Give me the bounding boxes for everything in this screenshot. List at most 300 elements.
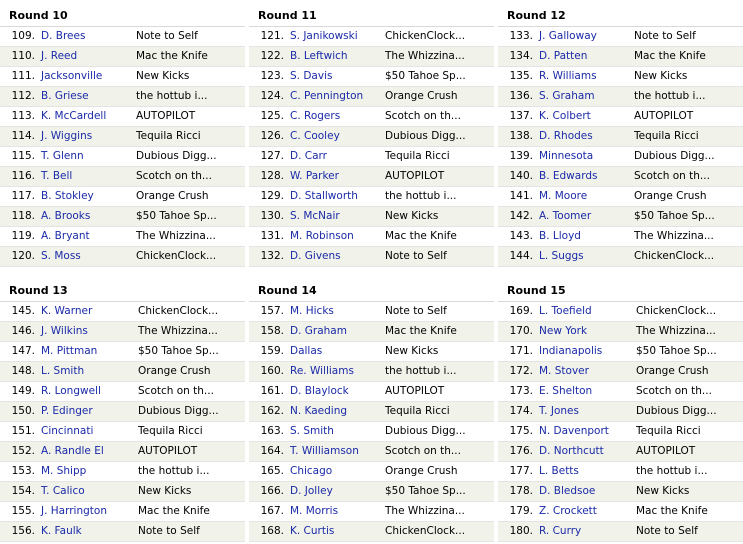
player-link[interactable]: D. Patten (539, 50, 588, 62)
pick-row (498, 147, 743, 167)
pick-row (0, 147, 245, 167)
player-link[interactable]: Cincinnati (41, 425, 94, 437)
fantasy-team-name: Dubious Digg... (385, 130, 466, 142)
pick-number: 139. (509, 150, 533, 162)
round-title: Round 13 (9, 284, 68, 297)
pick-number: 148. (11, 365, 35, 377)
pick-row (0, 27, 245, 47)
pick-number: 109. (11, 30, 35, 42)
fantasy-team-name: The Whizzina... (385, 505, 465, 517)
player-link[interactable]: K. Faulk (41, 525, 82, 537)
player-link[interactable]: K. Colbert (539, 110, 591, 122)
player-link[interactable]: L. Betts (539, 465, 579, 477)
pick-list (0, 26, 245, 267)
pick-number: 149. (11, 385, 35, 397)
fantasy-team-name: The Whizzina... (634, 230, 714, 242)
pick-row (0, 302, 245, 322)
pick-number: 117. (11, 190, 35, 202)
player-link[interactable]: S. Janikowski (290, 30, 358, 42)
player-link[interactable]: A. Brooks (41, 210, 91, 222)
fantasy-team-name: the hottub i... (385, 190, 457, 202)
pick-number: 128. (260, 170, 284, 182)
player-link[interactable]: S. Smith (290, 425, 334, 437)
fantasy-team-name: Tequila Ricci (634, 130, 699, 142)
player-link[interactable]: J. Reed (41, 50, 78, 62)
pick-number: 140. (509, 170, 533, 182)
pick-number: 158. (260, 325, 284, 337)
pick-row (0, 127, 245, 147)
pick-row (0, 227, 245, 247)
player-link[interactable]: M. Stover (539, 365, 589, 377)
player-link[interactable]: M. Moore (539, 190, 588, 202)
pick-row (0, 247, 245, 267)
pick-row (498, 107, 743, 127)
fantasy-team-name: AUTOPILOT (136, 110, 196, 122)
player-link[interactable]: L. Toefield (539, 305, 592, 317)
player-link[interactable]: D. Givens (290, 250, 341, 262)
player-link[interactable]: A. Randle El (41, 445, 104, 457)
fantasy-team-name: $50 Tahoe Sp... (138, 345, 219, 357)
pick-row (0, 167, 245, 187)
fantasy-team-name: Scotch on th... (136, 170, 212, 182)
pick-number: 124. (260, 90, 284, 102)
fantasy-team-name: Note to Self (385, 250, 447, 262)
fantasy-team-name: Orange Crush (136, 190, 209, 202)
pick-row (498, 482, 743, 502)
player-link[interactable]: Minnesota (539, 150, 594, 162)
player-link[interactable]: S. Moss (41, 250, 81, 262)
pick-number: 133. (509, 30, 533, 42)
pick-number: 152. (11, 445, 35, 457)
pick-row (249, 107, 494, 127)
pick-number: 129. (260, 190, 284, 202)
pick-number: 130. (260, 210, 284, 222)
pick-number: 122. (260, 50, 284, 62)
pick-row (0, 422, 245, 442)
fantasy-team-name: Dubious Digg... (634, 150, 715, 162)
fantasy-team-name: the hottub i... (385, 365, 457, 377)
pick-number: 151. (11, 425, 35, 437)
pick-number: 166. (260, 485, 284, 497)
pick-number: 175. (509, 425, 533, 437)
fantasy-team-name: the hottub i... (136, 90, 208, 102)
pick-number: 169. (509, 305, 533, 317)
pick-number: 137. (509, 110, 533, 122)
pick-row (498, 342, 743, 362)
pick-row (0, 402, 245, 422)
pick-number: 171. (509, 345, 533, 357)
player-link[interactable]: C. Pennington (290, 90, 364, 102)
pick-number: 146. (11, 325, 35, 337)
pick-number: 161. (260, 385, 284, 397)
fantasy-team-name: Orange Crush (636, 365, 709, 377)
fantasy-team-name: ChickenClock... (634, 250, 715, 262)
pick-row (0, 87, 245, 107)
round-block (498, 281, 743, 542)
fantasy-team-name: Mac the Knife (138, 505, 210, 517)
pick-number: 178. (509, 485, 533, 497)
pick-number: 155. (11, 505, 35, 517)
pick-list (249, 301, 494, 542)
pick-number: 114. (11, 130, 35, 142)
pick-row (249, 342, 494, 362)
pick-row (249, 442, 494, 462)
pick-row (498, 502, 743, 522)
pick-number: 157. (260, 305, 284, 317)
fantasy-team-name: Note to Self (636, 525, 698, 537)
pick-number: 138. (509, 130, 533, 142)
fantasy-team-name: Scotch on th... (385, 110, 461, 122)
pick-row (249, 482, 494, 502)
player-link[interactable]: W. Parker (290, 170, 339, 182)
pick-row (249, 382, 494, 402)
player-link[interactable]: D. Stallworth (290, 190, 358, 202)
fantasy-team-name: Orange Crush (385, 465, 458, 477)
player-link[interactable]: E. Shelton (539, 385, 593, 397)
pick-number: 153. (11, 465, 35, 477)
player-link[interactable]: Re. Williams (290, 365, 354, 377)
fantasy-team-name: The Whizzina... (636, 325, 716, 337)
player-link[interactable]: B. Leftwich (290, 50, 348, 62)
pick-row (498, 462, 743, 482)
fantasy-team-name: ChickenClock... (136, 250, 217, 262)
fantasy-team-name: The Whizzina... (385, 50, 465, 62)
player-link[interactable]: K. Curtis (290, 525, 335, 537)
player-link[interactable]: M. Shipp (41, 465, 87, 477)
pick-number: 168. (260, 525, 284, 537)
player-link[interactable]: J. Wiggins (41, 130, 93, 142)
fantasy-team-name: $50 Tahoe Sp... (385, 485, 466, 497)
pick-row (0, 342, 245, 362)
round-block (249, 6, 494, 267)
pick-row (498, 187, 743, 207)
pick-row (498, 382, 743, 402)
pick-number: 167. (260, 505, 284, 517)
pick-row (498, 27, 743, 47)
pick-list (498, 301, 743, 542)
player-link[interactable]: B. Edwards (539, 170, 598, 182)
round-block (0, 6, 245, 267)
fantasy-team-name: $50 Tahoe Sp... (136, 210, 217, 222)
player-link[interactable]: B. Stokley (41, 190, 94, 202)
fantasy-team-name: Tequila Ricci (385, 150, 450, 162)
pick-number: 127. (260, 150, 284, 162)
player-link[interactable]: Dallas (290, 345, 323, 357)
fantasy-team-name: Mac the Knife (385, 325, 457, 337)
fantasy-team-name: Tequila Ricci (136, 130, 201, 142)
pick-row (498, 87, 743, 107)
player-link[interactable]: T. Glenn (41, 150, 84, 162)
fantasy-team-name: the hottub i... (636, 465, 708, 477)
pick-number: 160. (260, 365, 284, 377)
player-link[interactable]: N. Davenport (539, 425, 609, 437)
player-link[interactable]: R. Curry (539, 525, 582, 537)
player-link[interactable]: C. Rogers (290, 110, 341, 122)
pick-row (249, 362, 494, 382)
fantasy-team-name: AUTOPILOT (385, 385, 445, 397)
round-block (498, 6, 743, 267)
fantasy-team-name: AUTOPILOT (138, 445, 198, 457)
pick-number: 170. (509, 325, 533, 337)
pick-row (249, 502, 494, 522)
player-link[interactable]: B. Griese (41, 90, 89, 102)
pick-number: 135. (509, 70, 533, 82)
player-link[interactable]: New York (539, 325, 588, 337)
round-title: Round 10 (9, 9, 68, 22)
pick-row (249, 227, 494, 247)
pick-row (249, 87, 494, 107)
fantasy-team-name: the hottub i... (634, 90, 706, 102)
pick-number: 132. (260, 250, 284, 262)
round-title: Round 11 (258, 9, 317, 22)
player-link[interactable]: D. Jolley (290, 485, 333, 497)
pick-row (498, 302, 743, 322)
pick-row (0, 522, 245, 542)
player-link[interactable]: Z. Crockett (539, 505, 597, 517)
fantasy-team-name: The Whizzina... (136, 230, 216, 242)
player-link[interactable]: T. Calico (41, 485, 85, 497)
pick-row (249, 422, 494, 442)
fantasy-team-name: Note to Self (634, 30, 696, 42)
pick-row (249, 187, 494, 207)
player-link[interactable]: Chicago (290, 465, 333, 477)
pick-row (249, 247, 494, 267)
pick-number: 119. (11, 230, 35, 242)
player-link[interactable]: M. Robinson (290, 230, 354, 242)
pick-row (0, 362, 245, 382)
pick-number: 111. (11, 70, 35, 82)
pick-number: 163. (260, 425, 284, 437)
pick-row (498, 522, 743, 542)
fantasy-team-name: Dubious Digg... (385, 425, 466, 437)
fantasy-team-name: Note to Self (138, 525, 200, 537)
pick-number: 136. (509, 90, 533, 102)
fantasy-team-name: Scotch on th... (385, 445, 461, 457)
fantasy-team-name: Dubious Digg... (138, 405, 219, 417)
pick-row (0, 502, 245, 522)
pick-row (0, 382, 245, 402)
player-link[interactable]: B. Lloyd (539, 230, 581, 242)
fantasy-team-name: Scotch on th... (636, 385, 712, 397)
player-link[interactable]: M. Pittman (41, 345, 98, 357)
pick-row (249, 47, 494, 67)
fantasy-team-name: New Kicks (136, 70, 190, 82)
round-title: Round 12 (507, 9, 566, 22)
pick-number: 176. (509, 445, 533, 457)
pick-row (249, 127, 494, 147)
player-link[interactable]: T. Williamson (290, 445, 359, 457)
player-link[interactable]: L. Suggs (539, 250, 584, 262)
fantasy-team-name: New Kicks (634, 70, 688, 82)
fantasy-team-name: Scotch on th... (138, 385, 214, 397)
pick-row (0, 462, 245, 482)
pick-number: 134. (509, 50, 533, 62)
fantasy-team-name: New Kicks (636, 485, 690, 497)
player-link[interactable]: D. Rhodes (539, 130, 593, 142)
fantasy-team-name: Scotch on th... (634, 170, 710, 182)
pick-number: 165. (260, 465, 284, 477)
pick-row (498, 167, 743, 187)
player-link[interactable]: D. Bledsoe (539, 485, 596, 497)
player-link[interactable]: T. Bell (41, 170, 73, 182)
player-link[interactable]: A. Toomer (539, 210, 592, 222)
player-link[interactable]: M. Hicks (290, 305, 334, 317)
pick-row (498, 322, 743, 342)
pick-row (249, 67, 494, 87)
player-link[interactable]: S. Davis (290, 70, 333, 82)
fantasy-team-name: ChickenClock... (385, 525, 466, 537)
pick-number: 162. (260, 405, 284, 417)
fantasy-team-name: New Kicks (138, 485, 192, 497)
pick-number: 125. (260, 110, 284, 122)
pick-row (498, 47, 743, 67)
pick-number: 141. (509, 190, 533, 202)
pick-number: 120. (11, 250, 35, 262)
player-link[interactable]: D. Northcutt (539, 445, 604, 457)
pick-number: 174. (509, 405, 533, 417)
fantasy-team-name: New Kicks (385, 210, 439, 222)
pick-row (498, 362, 743, 382)
pick-number: 159. (260, 345, 284, 357)
player-link[interactable]: R. Longwell (41, 385, 101, 397)
fantasy-team-name: $50 Tahoe Sp... (385, 70, 466, 82)
pick-row (249, 402, 494, 422)
pick-row (249, 207, 494, 227)
pick-row (498, 422, 743, 442)
fantasy-team-name: Tequila Ricci (636, 425, 701, 437)
fantasy-team-name: Mac the Knife (385, 230, 457, 242)
pick-row (0, 207, 245, 227)
pick-row (0, 47, 245, 67)
round-title: Round 15 (507, 284, 566, 297)
player-link[interactable]: J. Wilkins (41, 325, 88, 337)
pick-list (498, 26, 743, 267)
pick-number: 144. (509, 250, 533, 262)
fantasy-team-name: The Whizzina... (138, 325, 218, 337)
fantasy-team-name: ChickenClock... (636, 305, 717, 317)
player-link[interactable]: S. Graham (539, 90, 595, 102)
pick-row (249, 167, 494, 187)
fantasy-team-name: $50 Tahoe Sp... (634, 210, 715, 222)
fantasy-team-name: Mac the Knife (136, 50, 208, 62)
player-link[interactable]: N. Kaeding (290, 405, 348, 417)
fantasy-team-name: Tequila Ricci (385, 405, 450, 417)
player-link[interactable]: D. Brees (41, 30, 86, 42)
player-link[interactable]: D. Carr (290, 150, 327, 162)
player-link[interactable]: R. Williams (539, 70, 597, 82)
fantasy-team-name: Note to Self (136, 30, 198, 42)
pick-number: 131. (260, 230, 284, 242)
pick-row (0, 187, 245, 207)
pick-row (0, 67, 245, 87)
pick-row (498, 402, 743, 422)
fantasy-team-name: the hottub i... (138, 465, 210, 477)
player-link[interactable]: A. Bryant (41, 230, 90, 242)
player-link[interactable]: S. McNair (290, 210, 340, 222)
fantasy-team-name: Tequila Ricci (138, 425, 203, 437)
pick-row (0, 107, 245, 127)
fantasy-team-name: ChickenClock... (138, 305, 219, 317)
pick-row (0, 442, 245, 462)
pick-number: 142. (509, 210, 533, 222)
pick-number: 143. (509, 230, 533, 242)
pick-number: 180. (509, 525, 533, 537)
pick-row (249, 322, 494, 342)
pick-number: 177. (509, 465, 533, 477)
player-link[interactable]: C. Cooley (290, 130, 340, 142)
pick-number: 115. (11, 150, 35, 162)
fantasy-team-name: AUTOPILOT (634, 110, 694, 122)
pick-row (498, 127, 743, 147)
player-link[interactable]: M. Morris (290, 505, 339, 517)
round-title: Round 14 (258, 284, 317, 297)
fantasy-team-name: Mac the Knife (634, 50, 706, 62)
fantasy-team-name: Dubious Digg... (636, 405, 717, 417)
pick-number: 179. (509, 505, 533, 517)
pick-number: 113. (11, 110, 35, 122)
player-link[interactable]: J. Galloway (539, 30, 597, 42)
pick-row (249, 462, 494, 482)
pick-number: 173. (509, 385, 533, 397)
pick-row (249, 27, 494, 47)
pick-row (498, 442, 743, 462)
player-link[interactable]: Indianapolis (539, 345, 603, 357)
fantasy-team-name: Orange Crush (138, 365, 211, 377)
pick-number: 172. (509, 365, 533, 377)
round-block (249, 281, 494, 542)
player-link[interactable]: L. Smith (41, 365, 85, 377)
fantasy-team-name: New Kicks (385, 345, 439, 357)
pick-number: 145. (11, 305, 35, 317)
fantasy-team-name: Orange Crush (385, 90, 458, 102)
pick-row (498, 67, 743, 87)
pick-list (249, 26, 494, 267)
pick-row (498, 227, 743, 247)
pick-number: 123. (260, 70, 284, 82)
player-link[interactable]: P. Edinger (41, 405, 93, 417)
fantasy-team-name: ChickenClock... (385, 30, 466, 42)
pick-row (498, 207, 743, 227)
player-link[interactable]: D. Graham (290, 325, 347, 337)
fantasy-team-name: AUTOPILOT (636, 445, 696, 457)
fantasy-team-name: Note to Self (385, 305, 447, 317)
pick-number: 150. (11, 405, 35, 417)
pick-number: 112. (11, 90, 35, 102)
fantasy-team-name: AUTOPILOT (385, 170, 445, 182)
player-link[interactable]: T. Jones (539, 405, 579, 417)
pick-number: 164. (260, 445, 284, 457)
fantasy-team-name: Mac the Knife (636, 505, 708, 517)
pick-row (0, 322, 245, 342)
fantasy-team-name: Orange Crush (634, 190, 707, 202)
player-link[interactable]: D. Blaylock (290, 385, 349, 397)
player-link[interactable]: J. Harrington (41, 505, 107, 517)
player-link[interactable]: K. Warner (41, 305, 93, 317)
player-link[interactable]: K. McCardell (41, 110, 107, 122)
pick-row (0, 482, 245, 502)
player-link[interactable]: Jacksonville (41, 70, 103, 82)
pick-number: 156. (11, 525, 35, 537)
pick-number: 126. (260, 130, 284, 142)
pick-row (249, 147, 494, 167)
fantasy-team-name: $50 Tahoe Sp... (636, 345, 717, 357)
round-block (0, 281, 245, 542)
pick-list (0, 301, 245, 542)
pick-number: 110. (11, 50, 35, 62)
pick-number: 147. (11, 345, 35, 357)
pick-number: 116. (11, 170, 35, 182)
fantasy-team-name: Dubious Digg... (136, 150, 217, 162)
